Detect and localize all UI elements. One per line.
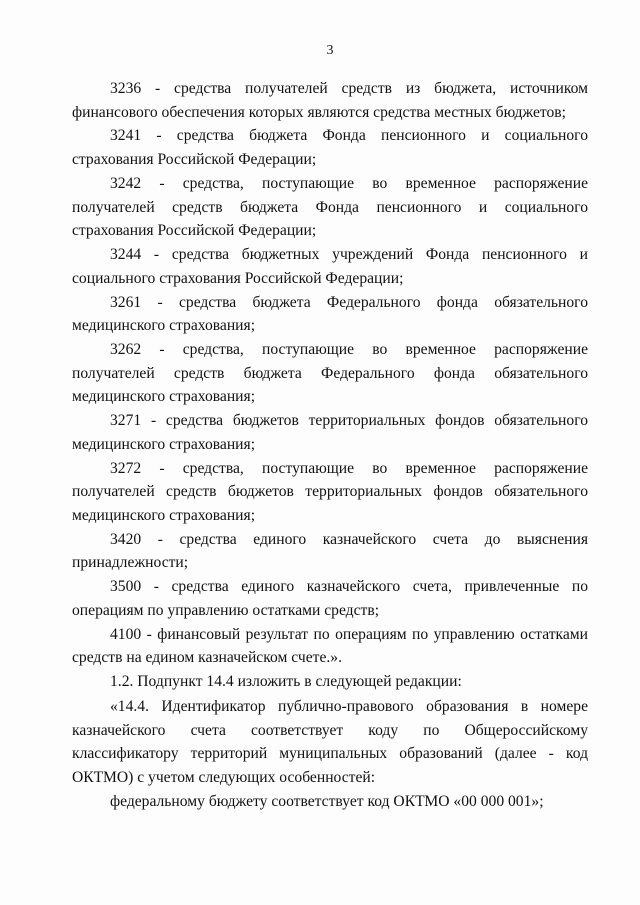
paragraph-account-3261: 3261 - средства бюджета Федерального фонда обязательного медицинского страхования;	[72, 293, 588, 335]
page-number: 3	[326, 43, 334, 58]
paragraph-federal-budget-oktmo: федеральному бюджету соответствует код ОКТМО «00 000 001»;	[110, 792, 544, 810]
paragraph-account-3262: 3262 - средства, поступающие во временное распоряжение получателей средств бюджета Федерального фонда обязательного медицинского страхования;	[72, 341, 588, 406]
paragraph-account-3244: 3244 - средства бюджетных учреждений Фонда пенсионного и социального страхования Российской Федерации;	[72, 246, 588, 287]
paragraph-subitem-1-2: 1.2. Подпункт 14.4 изложить в следующей редакции:	[110, 673, 462, 691]
paragraph-account-4100: 4100 - финансовый результат по операциям по управлению остатками средств на едином казначейском счете.».	[72, 625, 588, 667]
paragraph-account-3272: 3272 - средства, поступающие во временное распоряжение получателей средств бюджетов территориальных фондов обязательного медицинского страхования;	[72, 459, 588, 524]
paragraph-item-14-4: «14.4. Идентификатор публично-правового образования в номере казначейского счета соответствует коду по Общероссийскому классификатору территорий муниципальных образований (далее - код ОКТМО) с учетом следующих особенностей:	[72, 698, 588, 786]
paragraph-account-3271: 3271 - средства бюджетов территориальных фондов обязательного медицинского страхования;	[72, 412, 588, 453]
paragraph-account-3236: 3236 - средства получателей средств из бюджета, источником финансового обеспечения которых являются средства местных бюджетов;	[72, 80, 588, 121]
paragraph-account-3500: 3500 - средства единого казначейского счета, привлеченные по операциям по управлению остатками средств;	[72, 578, 588, 619]
paragraph-account-3420: 3420 - средства единого казначейского счета до выяснения принадлежности;	[72, 530, 588, 572]
document-body	[72, 77, 588, 814]
paragraph-account-3241: 3241 - средства бюджета Фонда пенсионного и социального страхования Российской Федерации;	[72, 127, 588, 169]
paragraph-account-3242: 3242 - средства, поступающие во временное распоряжение получателей средств бюджета Фонда пенсионного и социального страхования Российской Федерации;	[72, 174, 588, 240]
